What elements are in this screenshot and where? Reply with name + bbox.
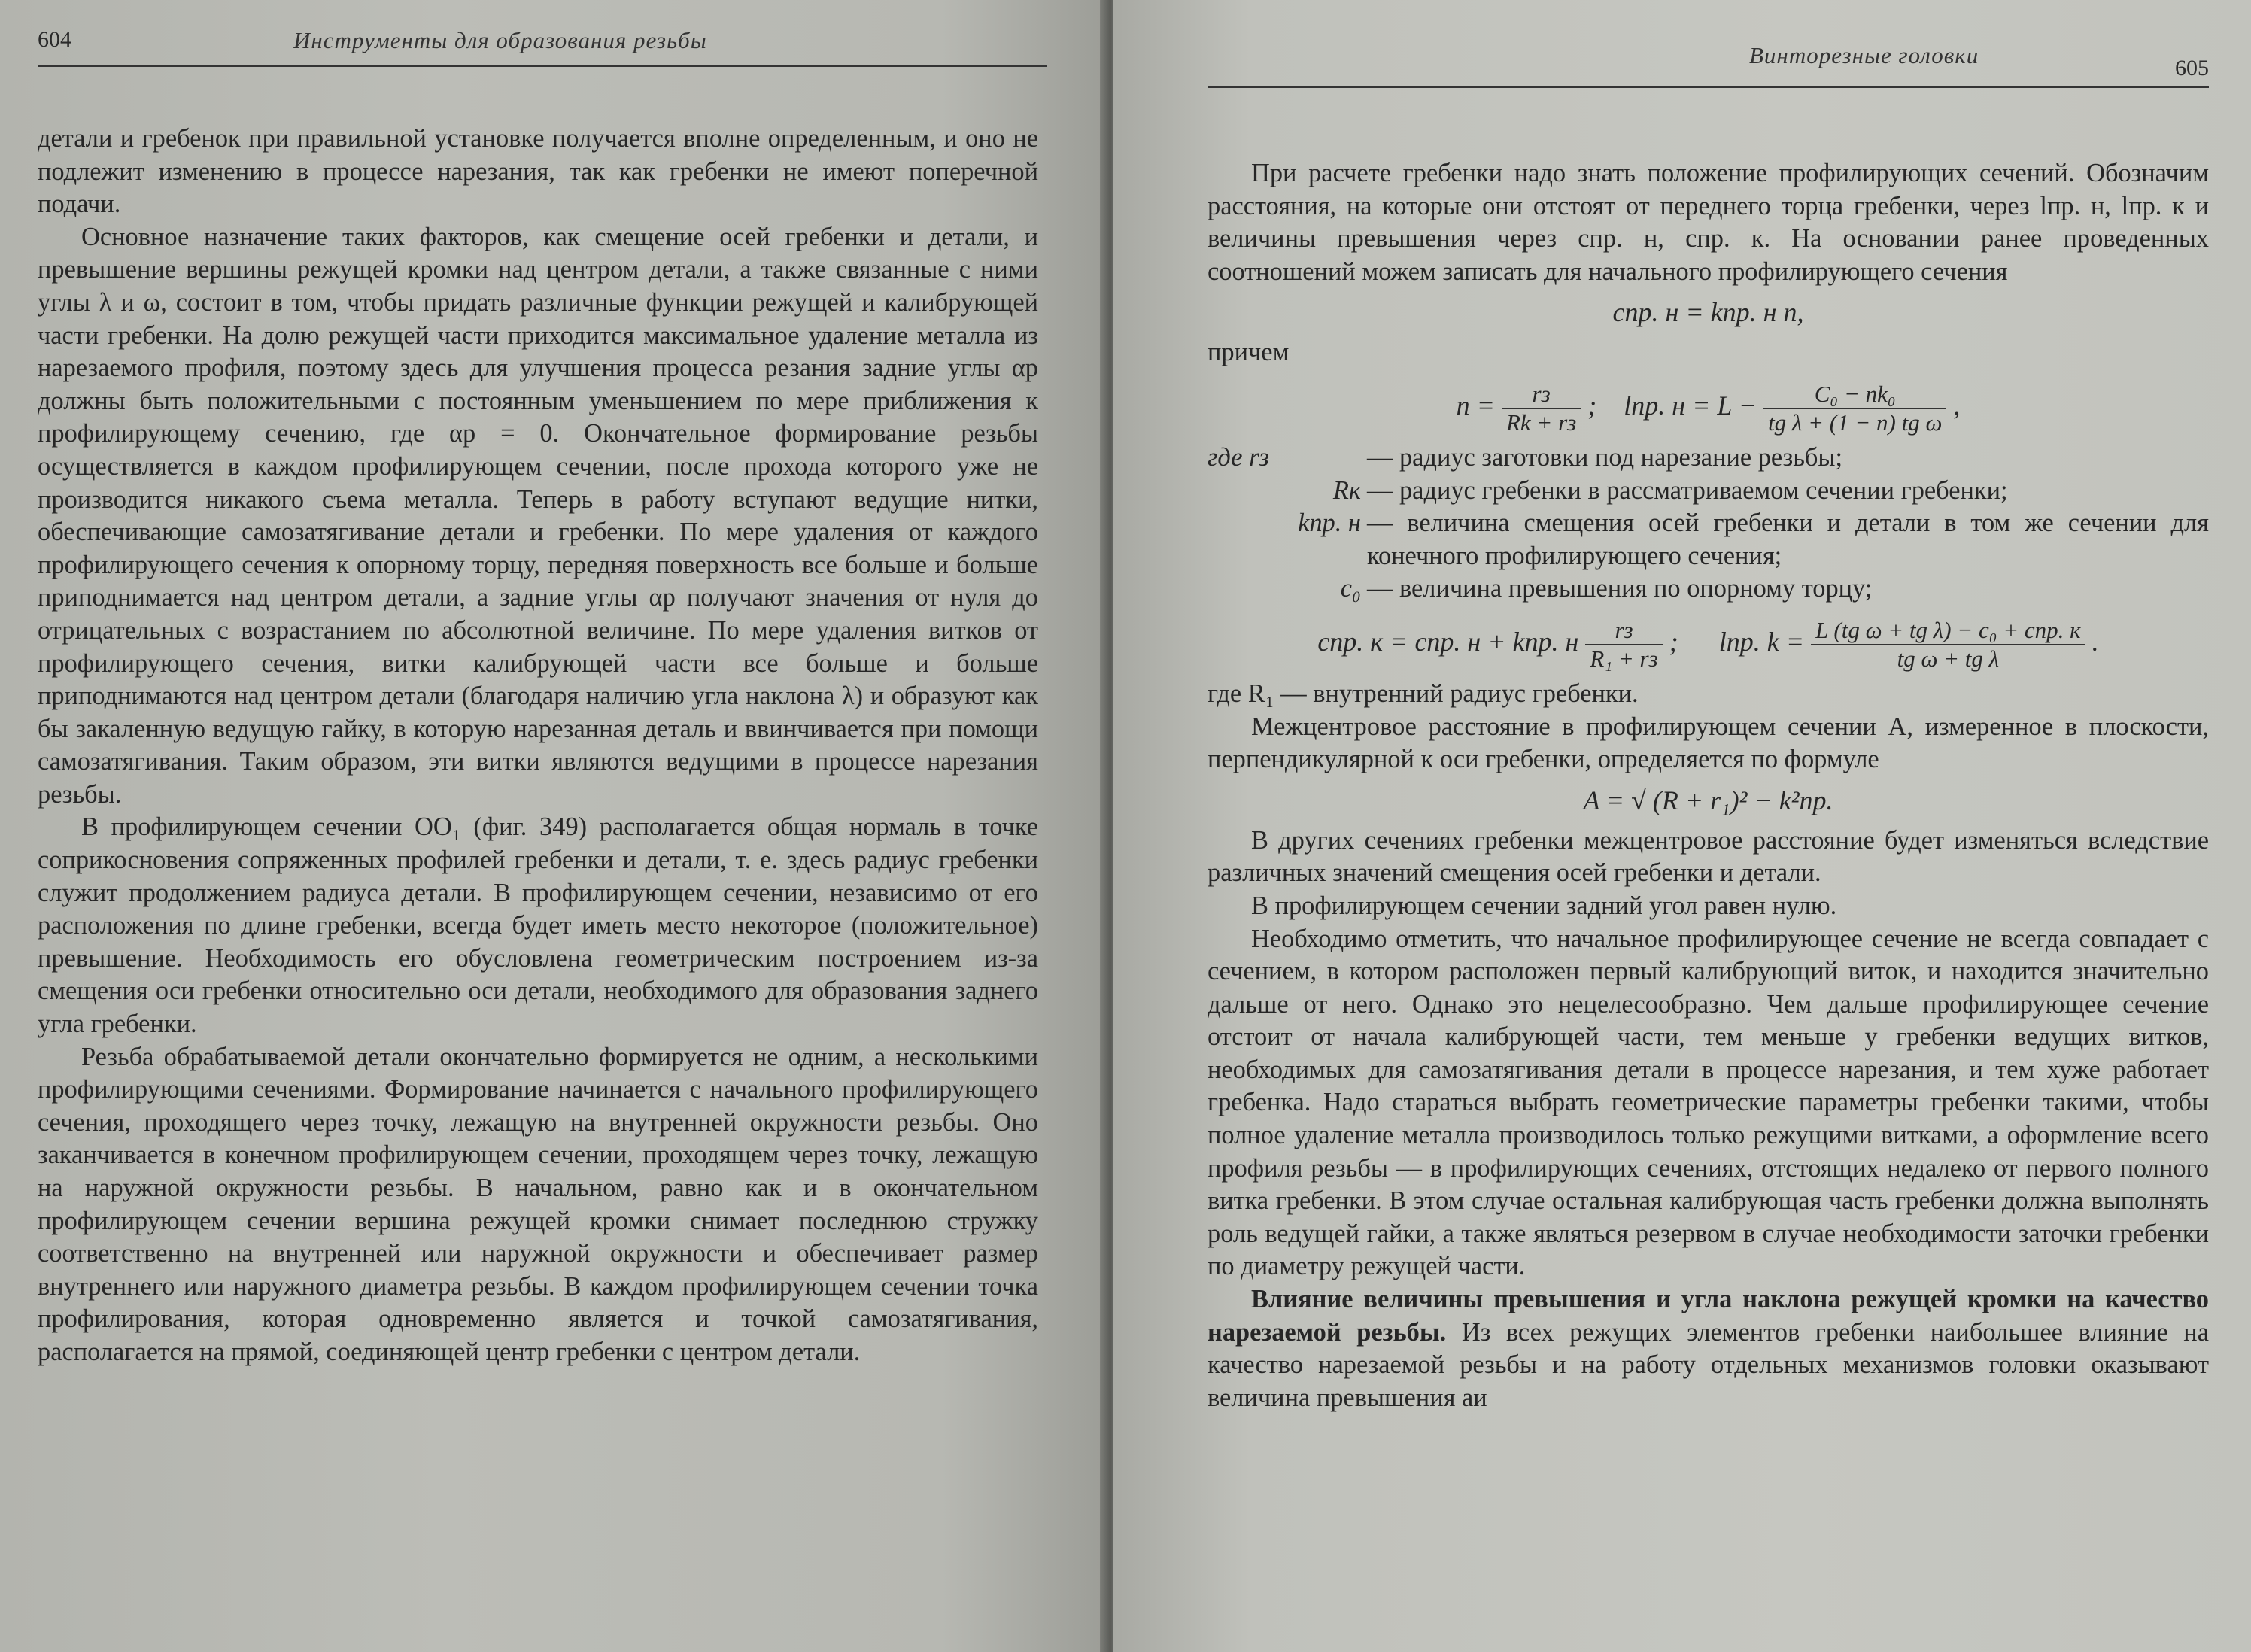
legend-row — [1208, 572, 2209, 606]
legend-row — [1208, 475, 2209, 508]
paragraph: Межцентровое расстояние в профилирующем сечении A, измеренное в плоскости, перпендикулярной к оси гребенки, определяется по формуле — [1208, 712, 2209, 774]
fraction-denominator: tg ω + tg λ — [1897, 645, 2000, 672]
fraction-numerator: rз — [1502, 381, 1581, 409]
fraction-l-pr-k — [1811, 617, 2085, 673]
legend-description: — радиус заготовки под нарезание резьбы; — [1367, 442, 1843, 472]
paragraph: Основное назначение таких факторов, как смещение осей гребенки и детали, и превышение вершины режущей кромки над центром детали, а также связанные с ними углы λ и ω, состоит в том, чтобы придать различные функции режущей и калибрующей части гребенки. На долю режущей части приходится максимальное удаление металла из нарезаемого профиля, поэтому здесь для улучшения процесса резания задние углы αр должны быть положительными с постоянным уменьшением по мере приближения к профилирующему сечению, где αр = 0. Окончательное формирование резьбы осуществляется в каждом профилирующем сечении, после прохода которого уже не производится никакого съема металла. Теперь в работу вступают ведущие нитки, обеспечивающие самозатягивание детали и гребенки. По мере удаления от каждого профилирующего сечения к опорному торцу, передняя поверхность все больше и больше приподнимается над центром детали, а задние углы αр получают значения от нуля до отрицательных с возрастанием по абсолютной величине. По мере удаления витков от профилирующего сечения, витки калибрующей части все больше и больше приподнимаются над центром детали (благодаря наличию угла наклона λ) и образуют как бы закаленную ведущую гайку, в которую нарезанная деталь и ввинчивается при помощи самозатягивания. Таким образом, эти витки являются ведущими в процессе нарезания резьбы. — [38, 222, 1038, 809]
paragraph-lead-bold: Влияние величины превышения и угла наклона режущей кромки на качество нарезаемой резьбы. — [1208, 1285, 2209, 1347]
formula-tail: . — [2092, 626, 2099, 657]
legend-list-1 — [1208, 442, 2209, 606]
paragraph — [1208, 1283, 2209, 1414]
fraction-denominator: Rk + rз — [1505, 408, 1577, 436]
fraction-denominator: tg λ + (1 − n) tg ω — [1768, 408, 1943, 436]
page-number-right: 605 — [2175, 56, 2209, 80]
formula-n-lhs: n = — [1456, 390, 1495, 421]
legend-description: — величина превышения по опорному торцу; — [1367, 574, 1873, 603]
paragraph: Необходимо отметить, что начальное профилирующее сечение не всегда совпадает с сечением, в котором расположен первый калибрующий виток, и находится значительно дальше от него. Однако это нецелесообразно. Чем дальше профилирующее сечение отстоит от начала калибрующей части, тем меньше у гребенки ведущих витков, необходимых для самозатягивания детали в процессе нарезания, и тем хуже работает гребенка. Надо стараться выбрать геометрические параметры гребенки такими, чтобы полное удаление металла производилось только режущими витками, а оформление всего профиля резьбы — в профилирующих сечениях, отстоящих недалеко от первого полного витка гребенки. В этом случае остальная калибрующая часть гребенки должна выполнять роль ведущей гайки, а также являться резервом в случае необходимости заточки гребенки по диаметру режущей части. — [1208, 924, 2209, 1281]
running-title-left: Инструменты для образования резьбы — [293, 27, 707, 53]
fraction-c — [1585, 617, 1662, 673]
formula-separator: ; — [1669, 626, 1678, 657]
formula-tail: , — [1953, 390, 1961, 421]
formula-l-lhs: lпр. k = — [1718, 626, 1804, 657]
right-page-body — [1208, 157, 2209, 1414]
left-page-header — [38, 23, 1047, 67]
paragraph-lead-rest: Из всех режущих элементов гребенки наибольшее влияние на качество нарезаемой резьбы и на работу отдельных механизмов головки оказывают величина превышения aи — [1208, 1317, 2209, 1412]
fraction-denominator: R₁ + rз — [1590, 645, 1658, 672]
legend-symbol: kпр. н — [1298, 509, 1361, 538]
formula-separator: ; — [1587, 390, 1597, 421]
formula-l-lhs: lпр. н = L − — [1624, 390, 1757, 421]
legend-symbol: Rк — [1332, 475, 1361, 505]
fraction-l — [1763, 381, 1946, 436]
legend-r1: где R₁ — внутренний радиус гребенки. — [1208, 679, 1639, 708]
left-page — [0, 0, 1107, 1652]
legend-row — [1208, 507, 2209, 572]
legend-symbol: c₀ — [1340, 574, 1361, 603]
running-title-right: Винторезные головки — [1749, 42, 1979, 68]
legend-row — [1208, 442, 2209, 475]
fraction-numerator: C₀ − nk₀ — [1763, 381, 1946, 409]
right-page-header — [1208, 33, 2209, 88]
formula-c-pr-k-and-l-pr-k — [1208, 606, 2209, 678]
word-prichem: причем — [1208, 338, 1290, 367]
left-page-body — [38, 123, 1038, 1369]
formula-c-lhs: cпр. к = cпр. н + kпр. н — [1317, 626, 1579, 657]
formula-n-and-l — [1208, 369, 2209, 442]
page-number-left: 604 — [38, 27, 71, 52]
formula-c-pr-n: cпр. н = kпр. н n, — [1612, 297, 1804, 328]
paragraph: При расчете гребенки надо знать положение профилирующих сечений. Обозначим расстояния, на которые они отстоят от переднего торца гребенки, через lпр. н, lпр. к и величины превышения через cпр. н, cпр. к. На основании ранее проведенных соотношений можем записать для начального профилирующего сечения — [1208, 159, 2209, 286]
paragraph: В профилирующем сечении OO₁ (фиг. 349) располагается общая нормаль в точке соприкосновения сопряженных профилей гребенки и детали, т. е. здесь радиус гребенки служит продолжением радиуса детали. В профилирующем сечении, независимо от его расположения по длине гребенки, всегда будет иметь место некоторое (положительное) превышение. Необходимость его обусловлена геометрическим построением из-за смещения оси гребенки относительно оси детали, необходимого для образования заднего угла гребенки. — [38, 812, 1038, 1039]
paragraph: В других сечениях гребенки межцентровое расстояние будет изменяться вследствие различных значений смещения осей гребенки и детали. — [1208, 825, 2209, 888]
paragraph: Резьба обрабатываемой детали окончательно формируется не одним, а несколькими профилирующими сечениями. Формирование начинается с начального профилирующего сечения, проходящего через точку, лежащую на внутренней окружности резьбы. Оно заканчивается в конечном профилирующем сечении, проходящем через точку, лежащую на наружной окружности резьбы. В начальном, равно как и в окончательном профилирующем сечении вершина режущей кромки снимает последнюю стружку соответственно на внутренней или наружной окружности и обеспечивает размер внутреннего или наружного диаметра резьбы. В каждом профилирующем сечении точка профилирования, которая одновременно является и точкой самозатягивания, располагается на прямой, соединяющей центр гребенки с центром детали. — [38, 1042, 1038, 1366]
formula-center-distance: A = √ (R + r₁)² − k²пр. — [1583, 785, 1833, 815]
legend-symbol: где rз — [1208, 442, 1269, 472]
right-page — [1113, 0, 2251, 1652]
legend-description: — величина смещения осей гребенки и детали в том же сечении для конечного профилирующего сечения; — [1367, 509, 2209, 570]
paragraph: детали и гребенок при правильной установке получается вполне определенным, и оно не подлежит изменению в процессе нарезания, так как гребенки не имеют поперечной подачи. — [38, 124, 1038, 219]
fraction-n — [1502, 381, 1581, 436]
paragraph: В профилирующем сечении задний угол равен нулю. — [1251, 891, 1837, 920]
fraction-numerator: L (tg ω + tg λ) − c₀ + cпр. к — [1811, 617, 2085, 645]
legend-description: — радиус гребенки в рассматриваемом сечении гребенки; — [1367, 475, 2008, 505]
fraction-numerator: rз — [1585, 617, 1662, 645]
